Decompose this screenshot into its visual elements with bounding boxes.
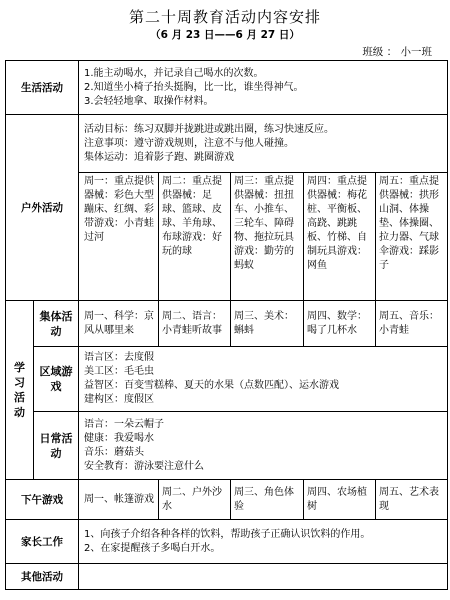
daily-line: 语言：一朵云帽子 — [84, 418, 164, 430]
afternoon-games-label: 下午游戏 — [6, 480, 79, 520]
life-label: 生活活动 — [6, 61, 79, 115]
outdoor-day-fri: 周五：重点提供器械：拱形山洞、体操垫、体操圈、拉力器、气球伞游戏：踩影子 — [376, 173, 448, 301]
page-title: 第二十周教育活动内容安排 — [128, 8, 321, 26]
daily-activity-content — [79, 412, 448, 480]
afternoon-day-fri: 周五、艺术表现 — [376, 480, 448, 520]
daily-line: 音乐：蘑菇头 — [84, 446, 144, 458]
other-content — [79, 564, 448, 590]
class-label: 班级 ： 小一班 — [362, 46, 432, 58]
parents-row — [6, 520, 448, 564]
outdoor-intro — [79, 115, 448, 173]
area-line: 益智区：百变雪糕棒、夏天的水果（点数匹配）、运水游戏 — [84, 380, 339, 391]
area-games-label: 区域游戏 — [34, 347, 79, 412]
area-line: 语言区：去度假 — [84, 352, 154, 363]
group-activity-label: 集体活动 — [34, 301, 79, 347]
life-line: 1.能主动喝水，并记录自己喝水的次数。 — [84, 67, 264, 79]
date-range: （6 月 23 日——6 月 27 日） — [150, 29, 300, 41]
outdoor-goal: 活动目标：练习双脚并拢跳进或跳出圈，练习快速反应。 — [84, 123, 334, 135]
group-day-fri: 周五、音乐：小青蛙 — [376, 301, 448, 347]
outdoor-notice: 注意事项：遵守游戏规则，注意不与他人碰撞。 — [84, 137, 294, 149]
parents-line: 1、向孩子介绍各种各样的饮料，帮助孩子正确认识饮料的作用。 — [84, 528, 371, 540]
outdoor-day-thu: 周四：重点提供器械：梅花桩、平衡板、高跷、跳跳板、竹梯、自制玩具游戏：网鱼 — [304, 173, 376, 301]
group-day-mon: 周一、科学：京风从哪里来 — [79, 301, 159, 347]
outdoor-day-wed: 周三：重点提供器械：扭扭车、小推车、三轮车、障碍物、拖拉玩具游戏：勤劳的蚂蚁 — [231, 173, 304, 301]
area-games-row — [6, 347, 448, 412]
daily-line: 健康：我爱喝水 — [84, 432, 154, 444]
other-row — [6, 564, 448, 590]
life-content — [79, 61, 448, 115]
other-label: 其他活动 — [6, 564, 79, 590]
learning-label: 学习活动 — [6, 301, 34, 480]
life-row — [6, 61, 448, 115]
daily-activity-label: 日常活动 — [34, 412, 79, 480]
parents-label: 家长工作 — [6, 520, 79, 564]
daily-line: 安全教育：游泳要注意什么 — [84, 460, 204, 472]
afternoon-day-mon: 周一、帐篷游戏 — [79, 480, 159, 520]
afternoon-day-wed: 周三、角色体验 — [231, 480, 304, 520]
parents-line: 2、在家提醒孩子多喝白开水。 — [84, 542, 221, 554]
area-line: 美工区：毛毛虫 — [84, 366, 154, 377]
outdoor-intro-row — [6, 115, 448, 173]
outdoor-day-mon: 周一：重点提供器械：彩色大型蹦床、红绸、彩带游戏：小青蛙过河 — [79, 173, 159, 301]
group-day-tue: 周二、语言：小青蛙听故事 — [159, 301, 231, 347]
afternoon-games-row — [6, 480, 448, 520]
schedule-table — [5, 60, 448, 590]
outdoor-group-sport: 集体运动：追着影子跑、跳圈游戏 — [84, 151, 234, 163]
area-games-content — [79, 347, 448, 412]
group-day-thu: 周四、数学：喝了几杯水 — [304, 301, 376, 347]
afternoon-day-thu: 周四、农场植树 — [304, 480, 376, 520]
group-day-wed: 周三、美术：蝌蚪 — [231, 301, 304, 347]
life-line: 2.知道坐小椅子抬头挺胸，比一比，谁坐得神气。 — [84, 81, 304, 93]
life-line: 3.会轻轻地拿、取操作材料。 — [84, 95, 214, 107]
area-line: 建构区：度假区 — [84, 394, 154, 405]
outdoor-label: 户外活动 — [6, 115, 79, 301]
daily-activity-row — [6, 412, 448, 480]
parents-content — [79, 520, 448, 564]
afternoon-day-tue: 周二、户外沙水 — [159, 480, 231, 520]
group-activity-row — [6, 301, 448, 347]
outdoor-day-tue: 周二：重点提供器械：足球、篮球、皮球、羊角球、布球游戏：好玩的球 — [159, 173, 231, 301]
